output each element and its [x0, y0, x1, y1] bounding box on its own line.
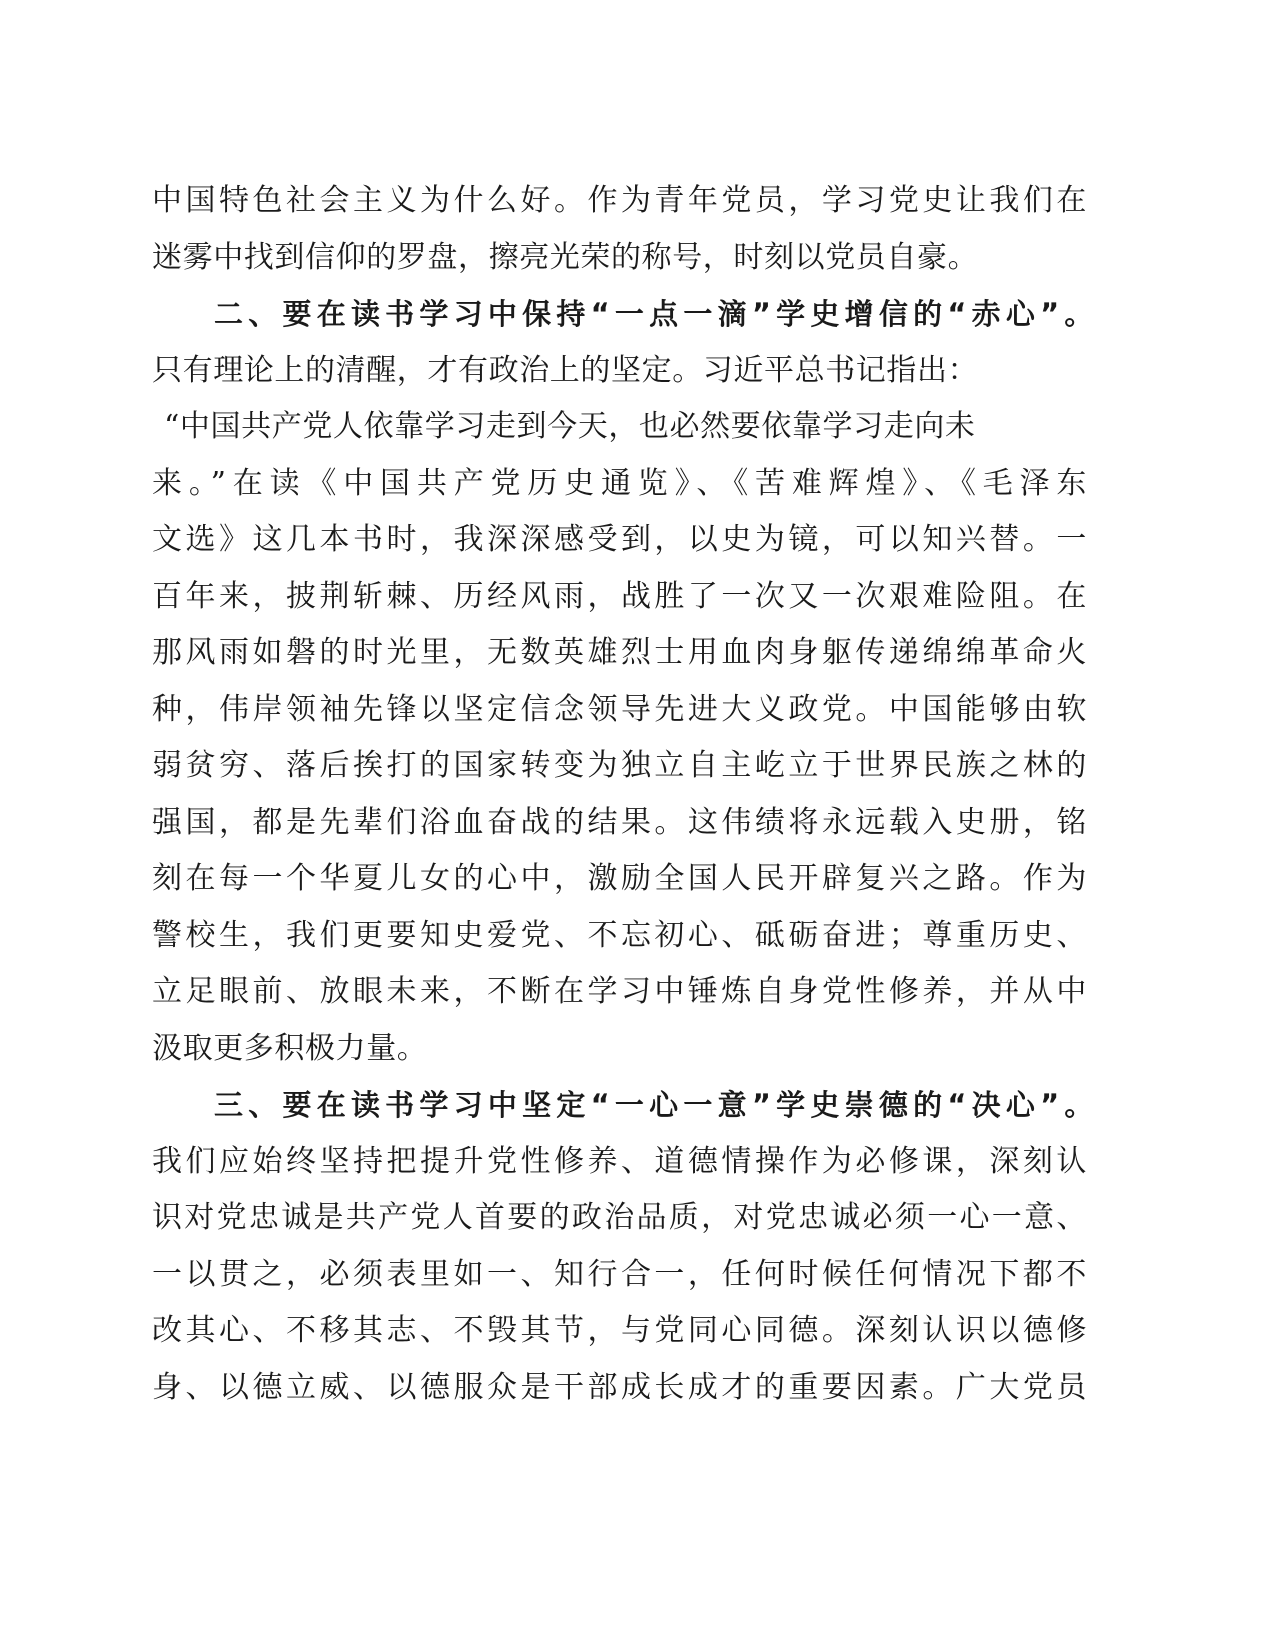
text-line: 那风雨如磐的时光里，无数英雄烈士用血肉身躯传递绵绵革命火 — [152, 635, 1087, 670]
text-line: 识对党忠诚是共产党人首要的政治品质，对党忠诚必须一心一意、 — [152, 1200, 1087, 1235]
text-line: 百年来，披荆斩棘、历经风雨，战胜了一次又一次艰难险阻。在 — [152, 579, 1087, 614]
text-line: 一以贯之，必须表里如一、知行合一，任何时候任何情况下都不 — [152, 1257, 1087, 1292]
text-line: 警校生，我们更要知史爱党、不忘初心、砥砺奋进；尊重历史、 — [152, 918, 1087, 953]
text-line: 种，伟岸领袖先锋以坚定信念领导先进大义政党。中国能够由软 — [152, 692, 1087, 727]
text-line: 改其心、不移其志、不毁其节，与党同心同德。深刻认识以德修 — [152, 1313, 1087, 1348]
text-line: 文选》这几本书时，我深深感受到，以史为镜，可以知兴替。一 — [152, 522, 1087, 557]
section-heading-3: 三、要在读书学习中坚定“一心一意”学史崇德的“决心”。 — [214, 1088, 1094, 1122]
text-line: “中国共产党人依靠学习走到今天，也必然要依靠学习走向未 — [164, 409, 976, 444]
text-line: 只有理论上的清醒，才有政治上的坚定。习近平总书记指出： — [152, 353, 979, 388]
text-line: 汲取更多积极力量。 — [152, 1031, 428, 1066]
section-heading-2: 二、要在读书学习中保持“一点一滴”学史增信的“赤心”。 — [214, 297, 1094, 331]
text-line: 刻在每一个华夏儿女的心中，激励全国人民开辟复兴之路。作为 — [152, 861, 1087, 896]
text-line: 中国特色社会主义为什么好。作为青年党员，学习党史让我们在 — [152, 183, 1087, 218]
text-line: 迷雾中找到信仰的罗盘，擦亮光荣的称号，时刻以党员自豪。 — [152, 240, 979, 275]
text-line: 强国，都是先辈们浴血奋战的结果。这伟绩将永远载入史册，铭 — [152, 805, 1087, 840]
text-line: 来。”在读《中国共产党历史通览》、《苦难辉煌》、《毛泽东 — [152, 466, 1087, 501]
text-line: 立足眼前、放眼未来，不断在学习中锤炼自身党性修养，并从中 — [152, 974, 1087, 1009]
text-line: 弱贫穷、落后挨打的国家转变为独立自主屹立于世界民族之林的 — [152, 748, 1087, 783]
text-line: 我们应始终坚持把提升党性修养、道德情操作为必修课，深刻认 — [152, 1144, 1087, 1179]
text-line: 身、以德立威、以德服众是干部成长成才的重要因素。广大党员 — [152, 1370, 1087, 1405]
